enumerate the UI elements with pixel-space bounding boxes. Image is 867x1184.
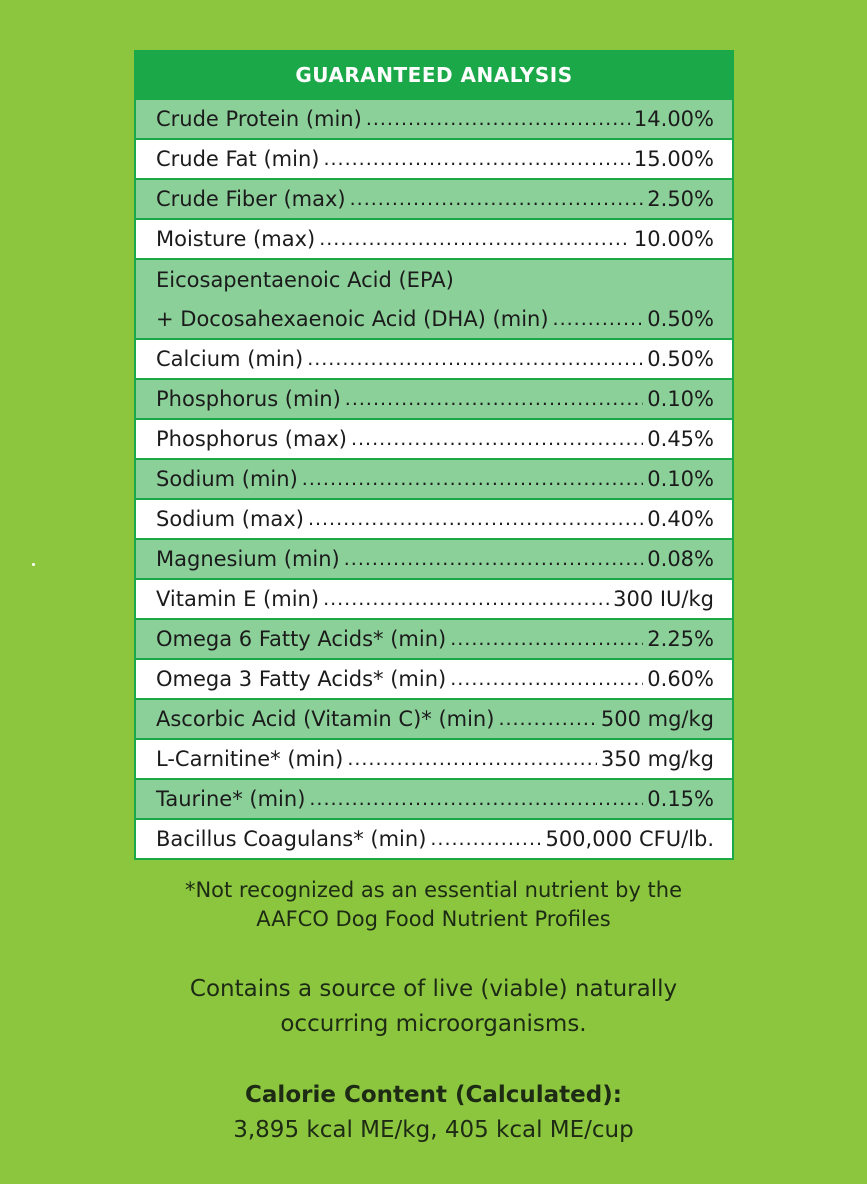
nutrient-name-line1: Eicosapentaenoic Acid (EPA) — [156, 267, 454, 292]
nutrient-name: Magnesium (min) — [156, 547, 340, 571]
nutrient-name: Moisture (max) — [156, 227, 316, 251]
live-note-line: Contains a source of live (viable) naturally — [189, 976, 678, 1002]
calorie-title: Calorie Content (Calculated): — [245, 1082, 622, 1108]
nutrient-name: Sodium (max) — [156, 507, 304, 531]
dot-leader — [302, 468, 644, 490]
nutrient-name: L-Carnitine* (min) — [156, 747, 344, 771]
stray-dot — [32, 563, 35, 566]
table-row — [136, 660, 732, 698]
nutrient-name: Crude Protein (min) — [156, 107, 362, 131]
dot-leader — [344, 548, 644, 570]
dot-leader — [323, 588, 609, 610]
row-line — [156, 299, 714, 338]
dot-leader — [450, 668, 643, 690]
row-line — [156, 260, 714, 299]
nutrient-value: 0.15% — [647, 787, 714, 811]
aafco-footnote — [0, 876, 867, 934]
dot-leader — [430, 828, 541, 850]
nutrient-value: 14.00% — [633, 107, 714, 131]
nutrient-name: Phosphorus (max) — [156, 427, 347, 451]
nutrient-value: 0.08% — [647, 547, 714, 571]
nutrient-name: Sodium (min) — [156, 467, 298, 491]
table-row — [136, 620, 732, 658]
nutrient-name: Bacillus Coagulans* (min) — [156, 827, 427, 851]
dot-leader — [498, 708, 596, 730]
nutrient-value: 0.10% — [647, 467, 714, 491]
dot-leader — [309, 788, 643, 810]
table-row — [136, 380, 732, 418]
footnote-line: AAFCO Dog Food Nutrient Profiles — [256, 907, 611, 931]
nutrient-name: + Docosahexaenoic Acid (DHA) (min) — [156, 306, 549, 331]
dot-leader — [351, 428, 643, 450]
nutrient-value: 0.45% — [647, 427, 714, 451]
table-row — [136, 820, 732, 858]
footnote-line: *Not recognized as an essential nutrient by the — [184, 878, 683, 902]
table-row — [136, 260, 732, 338]
nutrient-name: Phosphorus (min) — [156, 387, 341, 411]
nutrient-value: 2.50% — [647, 187, 714, 211]
nutrient-value: 15.00% — [633, 147, 714, 171]
dot-leader — [323, 148, 629, 170]
table-row — [136, 540, 732, 578]
table-row — [136, 500, 732, 538]
dot-leader — [319, 228, 630, 250]
table-row — [136, 420, 732, 458]
nutrient-value: 10.00% — [633, 227, 714, 251]
dot-leader — [307, 348, 643, 370]
table-row — [136, 340, 732, 378]
nutrient-value: 0.50% — [647, 306, 714, 331]
nutrient-name: Crude Fat (min) — [156, 147, 320, 171]
guaranteed-analysis-table — [134, 50, 734, 860]
live-microorganisms-note — [0, 972, 867, 1042]
nutrient-value: 500 mg/kg — [600, 707, 714, 731]
table-row — [136, 580, 732, 618]
dot-leader — [450, 628, 643, 650]
nutrient-name: Vitamin E (min) — [156, 587, 320, 611]
table-row — [136, 180, 732, 218]
nutrient-name: Omega 3 Fatty Acids* (min) — [156, 667, 447, 691]
nutrient-value: 0.50% — [647, 347, 714, 371]
nutrient-name: Ascorbic Acid (Vitamin C)* (min) — [156, 707, 495, 731]
live-note-line: occurring microorganisms. — [280, 1011, 587, 1037]
nutrient-value: 0.40% — [647, 507, 714, 531]
dot-leader — [553, 308, 644, 330]
dot-leader — [308, 508, 643, 530]
table-title: GUARANTEED ANALYSIS — [136, 52, 732, 98]
nutrient-value: 0.10% — [647, 387, 714, 411]
dot-leader — [366, 108, 630, 130]
nutrient-name: Crude Fiber (max) — [156, 187, 346, 211]
nutrient-name: Omega 6 Fatty Acids* (min) — [156, 627, 447, 651]
dot-leader — [347, 748, 597, 770]
nutrient-value: 350 mg/kg — [600, 747, 714, 771]
table-row — [136, 740, 732, 778]
nutrient-value: 2.25% — [647, 627, 714, 651]
nutrient-name: Taurine* (min) — [156, 787, 306, 811]
table-row — [136, 100, 732, 138]
nutrient-value: 500,000 CFU/lb. — [545, 827, 714, 851]
table-row — [136, 700, 732, 738]
nutrient-name: Calcium (min) — [156, 347, 304, 371]
dot-leader — [345, 388, 643, 410]
table-row — [136, 220, 732, 258]
calorie-content — [0, 1078, 867, 1148]
calorie-value: 3,895 kcal ME/kg, 405 kcal ME/cup — [233, 1117, 634, 1143]
nutrient-value: 300 IU/kg — [613, 587, 714, 611]
nutrient-value: 0.60% — [647, 667, 714, 691]
table-row — [136, 460, 732, 498]
table-row — [136, 780, 732, 818]
dot-leader — [350, 188, 644, 210]
table-row — [136, 140, 732, 178]
